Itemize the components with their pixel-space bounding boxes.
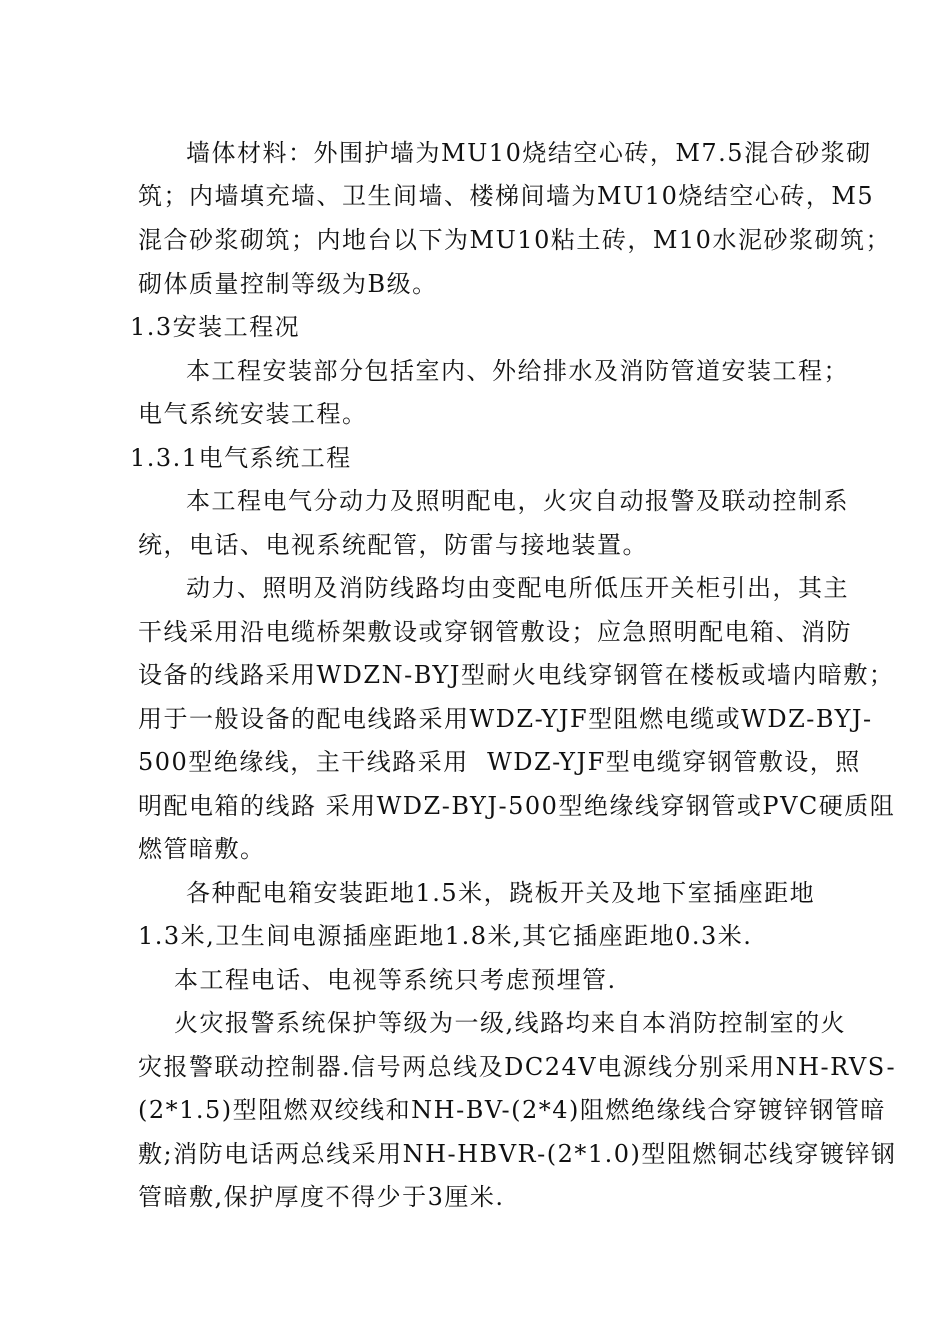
paragraph-line: 统，电话、电视系统配管，防雷与接地装置。 — [138, 531, 648, 559]
paragraph-line: 火灾报警系统保护等级为一级,线路均来自本消防控制室的火 — [174, 1009, 847, 1037]
paragraph-line: 筑；内墙填充墙、卫生间墙、楼梯间墙为MU10烧结空心砖，M5 — [138, 182, 875, 210]
paragraph-line: 本工程电气分动力及照明配电，火灾自动报警及联动控制系 — [186, 487, 849, 515]
paragraph-line: 敷;消防电话两总线采用NH-HBVR-(2*1.0)型阻燃铜芯线穿镀锌钢 — [138, 1140, 897, 1168]
paragraph-line: 设备的线路采用WDZN-BYJ型耐火电线穿钢管在楼板或墙内暗敷； — [138, 661, 895, 689]
section-heading: 1.3安装工程况 — [130, 313, 301, 341]
paragraph-line: 砌体质量控制等级为B级。 — [138, 270, 438, 298]
paragraph-line: 1.3米,卫生间电源插座距地1.8米,其它插座距地0.3米. — [138, 922, 753, 950]
paragraph-line: (2*1.5)型阻燃双绞线和NH-BV-(2*4)阻燃绝缘线合穿镀锌钢管暗 — [138, 1096, 886, 1124]
paragraph-line: 动力、照明及消防线路均由变配电所低压开关柜引出，其主 — [186, 574, 849, 602]
paragraph-line: 管暗敷,保护厚度不得少于3厘米. — [138, 1183, 505, 1211]
paragraph-line: 干线采用沿电缆桥架敷设或穿钢管敷设；应急照明配电箱、消防 — [138, 618, 852, 646]
paragraph-line: 电气系统安装工程。 — [138, 400, 368, 428]
paragraph-line: 本工程安装部分包括室内、外给排水及消防管道安装工程； — [186, 357, 849, 385]
paragraph-line: 混合砂浆砌筑；内地台以下为MU10粘土砖，M10水泥砂浆砌筑； — [138, 226, 891, 254]
paragraph-line: 各种配电箱安装距地1.5米，跷板开关及地下室插座距地 — [186, 879, 816, 907]
paragraph-line: 500型绝缘线，主干线路采用 WDZ-YJF型电缆穿钢管敷设，照 — [138, 748, 861, 776]
paragraph-line: 灾报警联动控制器.信号两总线及DC24V电源线分别采用NH-RVS- — [138, 1053, 897, 1081]
paragraph-line: 明配电箱的线路 采用WDZ-BYJ-500型绝缘线穿钢管或PVC硬质阻 — [138, 792, 896, 820]
section-heading: 1.3.1电气系统工程 — [130, 444, 352, 472]
paragraph-line: 用于一般设备的配电线路采用WDZ-YJF型阻燃电缆或WDZ-BYJ- — [138, 705, 873, 733]
paragraph-line: 燃管暗敷。 — [138, 835, 266, 863]
paragraph-line: 墙体材料：外围护墙为MU10烧结空心砖，M7.5混合砂浆砌 — [186, 139, 872, 167]
paragraph-line: 本工程电话、电视等系统只考虑预埋管. — [174, 966, 617, 994]
